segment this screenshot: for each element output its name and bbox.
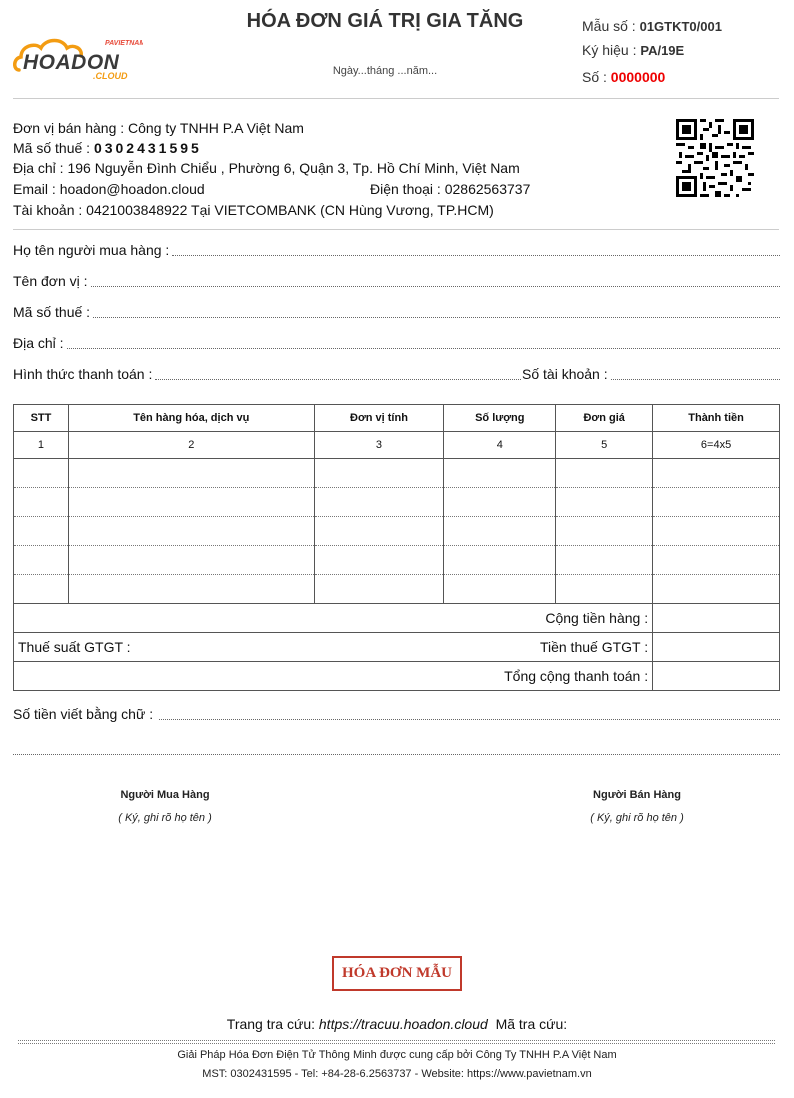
- seller-account-label: Tài khoản :: [13, 202, 83, 218]
- seller-address: [13, 160, 520, 176]
- logo-top-text: PAVIETNAM: [105, 40, 143, 47]
- sample-invoice-stamp: HÓA ĐƠN MẪU: [332, 956, 462, 991]
- total-row: [14, 662, 780, 691]
- table-row[interactable]: [14, 488, 780, 517]
- buyer-account-field[interactable]: [522, 366, 780, 382]
- table-cell[interactable]: [556, 546, 653, 575]
- col-number-3: 3: [314, 432, 444, 459]
- invoice-items-table: [13, 404, 780, 691]
- seller-tax-label: Mã số thuế :: [13, 140, 91, 156]
- seller-email: [13, 181, 205, 197]
- buyer-tax-line[interactable]: [93, 306, 780, 318]
- buyer-address-field[interactable]: [13, 335, 780, 351]
- buyer-name-field[interactable]: [13, 242, 780, 258]
- table-cell[interactable]: [314, 546, 444, 575]
- table-cell[interactable]: [68, 517, 314, 546]
- template-number: [582, 18, 722, 34]
- amount-in-words-field[interactable]: [13, 706, 780, 722]
- symbol-value: PA/19E: [640, 43, 685, 58]
- table-row[interactable]: [14, 575, 780, 604]
- buyer-tax-field[interactable]: [13, 304, 780, 320]
- table-cell[interactable]: [556, 488, 653, 517]
- seller-phone-label: Điện thoại :: [370, 181, 441, 197]
- col-header-quantity: Số lượng: [444, 405, 556, 432]
- table-cell[interactable]: [314, 459, 444, 488]
- vat-row: [14, 633, 780, 662]
- company-logo: [13, 36, 143, 84]
- subtotal-label: Cộng tiền hàng :: [14, 604, 653, 633]
- table-row[interactable]: [14, 459, 780, 488]
- lookup-label: Trang tra cứu:: [226, 1016, 315, 1032]
- number-label: Số :: [582, 69, 607, 85]
- col-number-4: 4: [444, 432, 556, 459]
- subtotal-value[interactable]: [653, 604, 780, 633]
- footer-divider: [18, 1040, 775, 1044]
- lookup-url-link[interactable]: https://tracuu.hoadon.cloud: [318, 1016, 488, 1032]
- symbol-label: Ký hiệu :: [582, 42, 637, 58]
- buyer-unit-field[interactable]: [13, 273, 780, 289]
- table-cell[interactable]: [68, 488, 314, 517]
- subtotal-row: [14, 604, 780, 633]
- table-cell[interactable]: [653, 459, 780, 488]
- table-cell[interactable]: [314, 488, 444, 517]
- table-cell[interactable]: [444, 517, 556, 546]
- col-header-amount: Thành tiền: [653, 405, 780, 432]
- buyer-tax-label: Mã số thuế :: [13, 304, 91, 320]
- buyer-unit-label: Tên đơn vị :: [13, 273, 88, 289]
- table-cell[interactable]: [556, 575, 653, 604]
- invoice-number: [582, 69, 665, 85]
- table-numbering-row: [14, 432, 780, 459]
- col-header-unit-price: Đơn giá: [556, 405, 653, 432]
- seller-email-value: hoadon@hoadon.cloud: [59, 181, 205, 197]
- col-number-1: 1: [14, 432, 69, 459]
- total-value[interactable]: [653, 662, 780, 691]
- table-cell[interactable]: [314, 517, 444, 546]
- amount-in-words-line[interactable]: [159, 708, 780, 720]
- payment-method-line[interactable]: [155, 368, 521, 380]
- table-cell[interactable]: [14, 575, 69, 604]
- buyer-name-line[interactable]: [172, 244, 780, 256]
- col-number-2: 2: [68, 432, 314, 459]
- vat-rate-label: Thuế suất GTGT :: [14, 633, 444, 662]
- seller-tax-value: 0302431595: [93, 140, 202, 156]
- seller-tax: [13, 140, 202, 156]
- table-cell[interactable]: [653, 546, 780, 575]
- payment-method-field[interactable]: [13, 366, 521, 382]
- buyer-name-label: Họ tên người mua hàng :: [13, 242, 170, 258]
- invoice-symbol: [582, 42, 684, 58]
- amount-in-words-line-2[interactable]: [13, 754, 780, 755]
- invoice-title: HÓA ĐƠN GIÁ TRỊ GIA TĂNG: [246, 10, 524, 32]
- logo-main-text: HOADON: [23, 51, 120, 74]
- seller-account: [13, 202, 494, 218]
- table-cell[interactable]: [14, 546, 69, 575]
- seller-phone-value: 02862563737: [444, 181, 531, 197]
- seller-address-label: Địa chỉ :: [13, 160, 64, 176]
- table-cell[interactable]: [556, 517, 653, 546]
- buyer-unit-line[interactable]: [91, 275, 780, 287]
- invoice-date-line: Ngày...tháng ...năm...: [332, 65, 438, 77]
- buyer-signature-note: ( Ký, ghi rõ họ tên ): [118, 812, 212, 824]
- table-cell[interactable]: [444, 546, 556, 575]
- buyer-address-line[interactable]: [67, 337, 780, 349]
- seller-divider: [13, 229, 779, 230]
- col-number-5: 5: [556, 432, 653, 459]
- seller-phone: [370, 181, 530, 197]
- table-cell[interactable]: [314, 575, 444, 604]
- vat-amount-value[interactable]: [653, 633, 780, 662]
- buyer-account-label: Số tài khoản :: [522, 366, 608, 382]
- seller-unit-value: Công ty TNHH P.A Việt Nam: [128, 120, 304, 136]
- table-cell[interactable]: [14, 517, 69, 546]
- table-header-row: [14, 405, 780, 432]
- buyer-signature-title: Người Mua Hàng: [120, 789, 210, 801]
- table-cell[interactable]: [444, 459, 556, 488]
- seller-address-value: 196 Nguyễn Đình Chiểu , Phường 6, Quận 3, Tp. Hồ Chí Minh, Việt Nam: [67, 160, 520, 176]
- logo-sub-text: .CLOUD: [93, 71, 128, 81]
- table-cell[interactable]: [653, 517, 780, 546]
- amount-in-words-label: Số tiền viết bằng chữ :: [13, 706, 154, 722]
- table-cell[interactable]: [444, 575, 556, 604]
- table-cell[interactable]: [68, 575, 314, 604]
- lookup-code-label: Mã tra cứu:: [495, 1016, 568, 1032]
- seller-email-label: Email :: [13, 181, 56, 197]
- col-number-6: 6=4x5: [653, 432, 780, 459]
- vat-amount-label: Tiền thuế GTGT :: [444, 633, 653, 662]
- number-value: 0000000: [610, 69, 666, 85]
- table-row[interactable]: [14, 517, 780, 546]
- qr-code: [676, 119, 754, 197]
- payment-method-label: Hình thức thanh toán :: [13, 366, 153, 382]
- table-cell[interactable]: [556, 459, 653, 488]
- header-divider: [13, 98, 779, 99]
- seller-account-value: 0421003848922 Tại VIETCOMBANK (CN Hùng Vương, TP.HCM): [86, 202, 494, 218]
- table-cell[interactable]: [68, 459, 314, 488]
- footer-contact-line: MST: 0302431595 - Tel: +84-28-6.2563737 - Website: https://www.pavietnam.vn: [202, 1068, 592, 1080]
- total-label: Tổng cộng thanh toán :: [14, 662, 653, 691]
- table-cell[interactable]: [444, 488, 556, 517]
- seller-signature-title: Người Bán Hàng: [593, 789, 681, 801]
- table-cell[interactable]: [68, 546, 314, 575]
- col-header-item-name: Tên hàng hóa, dịch vụ: [68, 405, 314, 432]
- buyer-account-line[interactable]: [611, 368, 780, 380]
- col-header-unit: Đơn vị tính: [314, 405, 444, 432]
- seller-unit: [13, 120, 304, 136]
- footer-provider-line: Giải Pháp Hóa Đơn Điện Tử Thông Minh được cung cấp bởi Công Ty TNHH P.A Việt Nam: [177, 1049, 617, 1061]
- table-cell[interactable]: [14, 459, 69, 488]
- table-row[interactable]: [14, 546, 780, 575]
- col-header-stt: STT: [14, 405, 69, 432]
- seller-unit-label: Đơn vị bán hàng :: [13, 120, 125, 136]
- template-value: 01GTKT0/001: [639, 19, 722, 34]
- template-label: Mẫu số :: [582, 18, 636, 34]
- buyer-address-label: Địa chỉ :: [13, 335, 64, 351]
- seller-signature-note: ( Ký, ghi rõ họ tên ): [590, 812, 684, 824]
- table-cell[interactable]: [14, 488, 69, 517]
- table-cell[interactable]: [653, 575, 780, 604]
- table-cell[interactable]: [653, 488, 780, 517]
- lookup-line: [0, 1016, 794, 1032]
